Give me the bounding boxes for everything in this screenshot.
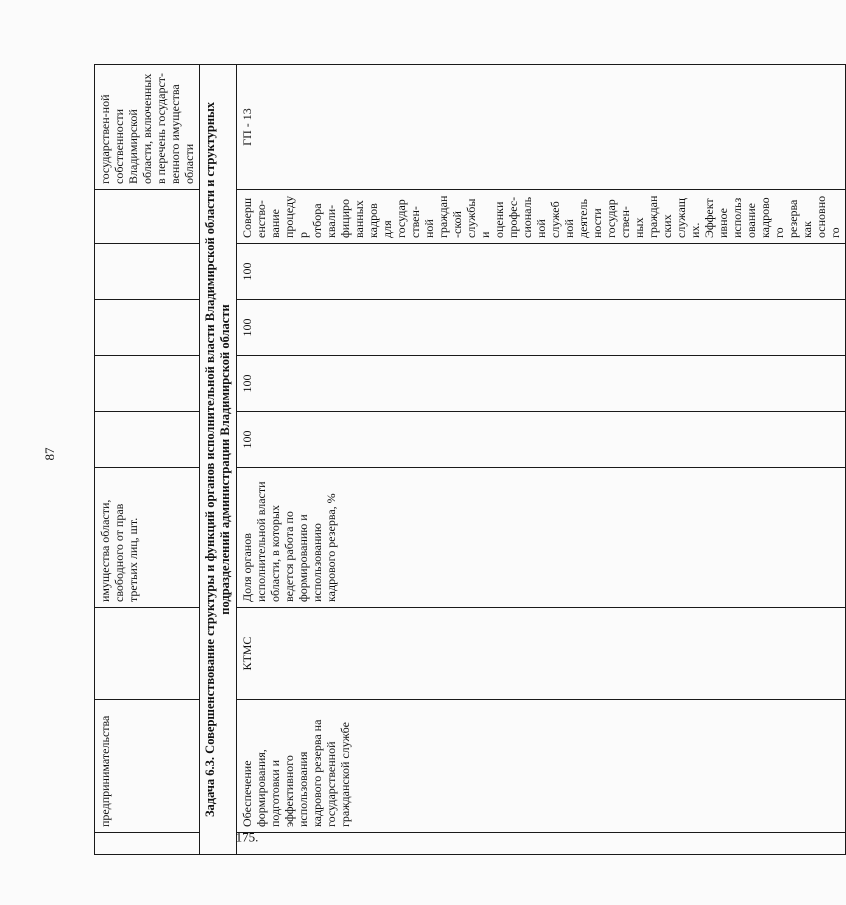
row-indicator-cell: Доля органов исполнительной власти области, в которых ведется работа по формированию и использованию кадрового резерва, % — [237, 468, 846, 608]
task-heading-row — [200, 65, 237, 855]
prev-row-executor-cell — [95, 608, 200, 700]
prev-row-value-cell — [95, 190, 200, 244]
row-name-cell: Обеспечение формирования, подготовки и эффективного использования кадрового резерва на государственной гражданской службе — [237, 700, 846, 833]
prev-row-value-cell — [95, 412, 200, 468]
prev-row-name-cell: предпринимательства — [95, 700, 200, 833]
rotated-table-container — [94, 65, 842, 855]
prev-row-indicator-cell: имущества области, свободного от прав третьих лиц, шт. — [95, 468, 200, 608]
prev-row-value-cell — [95, 300, 200, 356]
task-heading: Задача 6.3. Совершенствование структуры и функций органов исполнительной власти Владимирской области и структурных подразделений администрации Владимирской области — [200, 65, 237, 855]
table-row-continued — [95, 65, 200, 855]
row-value-cell: 100 — [237, 356, 846, 412]
row-number: 175. — [235, 829, 259, 845]
row-executor-cell: КТМС — [237, 608, 846, 700]
page-number: 87 — [42, 447, 57, 461]
row-number-cell — [235, 829, 846, 855]
row-value-cell: 100 — [237, 412, 846, 468]
table-row-175 — [237, 65, 846, 855]
prev-row-value-cell — [95, 244, 200, 300]
row-code-cell: ГП - 13 — [237, 65, 846, 190]
prev-row-value-cell — [95, 356, 200, 412]
program-table — [94, 64, 846, 855]
row-value-cell: 100 — [237, 244, 846, 300]
row-result-cell: Совершенство-вание процедур отбора квали-фицированных кадров для государствен-ной граждан-ской службы и оценки профес-сиональной служебной деятельности государствен-ных гражданских служащих. Эффективное использование кадрового резерва как основного — [237, 190, 846, 244]
row-value-cell: 100 — [237, 300, 846, 356]
prev-row-result-cell: государствен-ной собственности Владимирской области, включенных в перечень государст-венного имущества области — [95, 65, 200, 190]
prev-row-number-cell — [95, 833, 200, 855]
